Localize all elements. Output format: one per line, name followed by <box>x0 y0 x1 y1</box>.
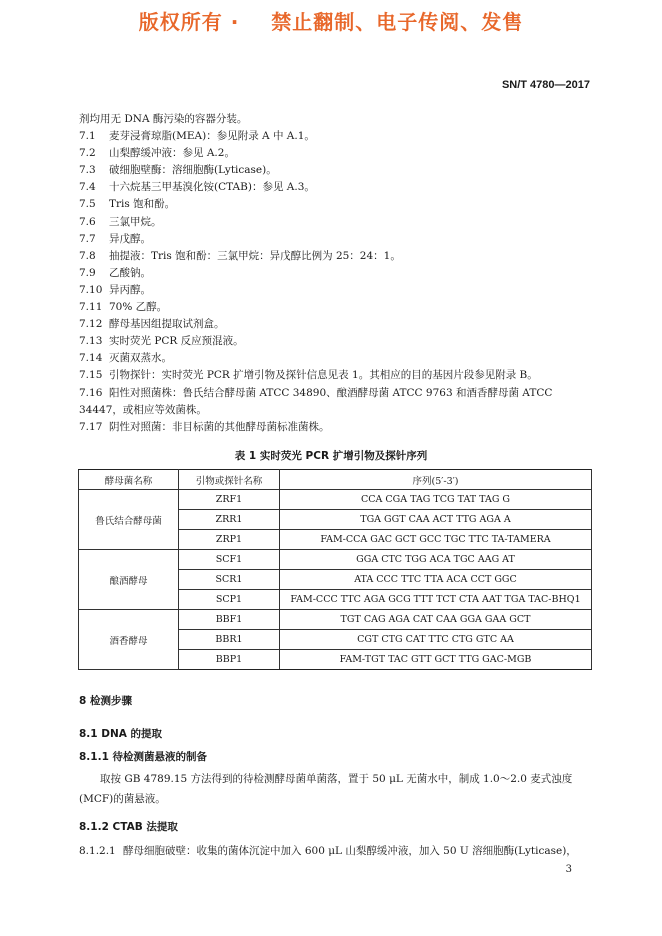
table-row <box>79 610 592 630</box>
primer-name-cell: SCP1 <box>179 590 280 610</box>
reagent-item <box>79 282 151 297</box>
item-number: 7.6 <box>79 215 96 228</box>
sequence-cell: TGA GGT CAA ACT TTG AGA A <box>280 510 592 530</box>
item-number: 7.1 <box>79 130 96 142</box>
item-number: 7.7 <box>79 232 96 245</box>
item-text: 抽提液：Tris 饱和酚：三氯甲烷：异戊醇比例为 25：24：1。 <box>109 249 401 262</box>
primer-name-cell: SCR1 <box>179 570 280 590</box>
sequence-cell: FAM-TGT TAC GTT GCT TTG GAC-MGB <box>280 650 592 670</box>
item-number: 7.4 <box>79 181 96 194</box>
table-header-row <box>79 470 592 490</box>
sequence-cell: ATA CCC TTC TTA ACA CCT GGC <box>280 570 592 590</box>
sequence-cell: CCA CGA TAG TCG TAT TAG G <box>280 490 592 510</box>
paragraph: 取按 GB 4789.15 方法得到的待检测酵母菌单菌落，置于 50 μL 无菌水中，制成 1.0～2.0 麦式浊度(MCF)的菌悬液。 <box>79 773 573 805</box>
item-number: 7.9 <box>79 266 96 279</box>
primer-name-cell: ZRF1 <box>179 490 280 510</box>
reagent-item <box>79 419 330 434</box>
reagent-item <box>79 128 315 143</box>
item-number: 7.10 <box>79 283 103 296</box>
sequence-cell: GGA CTC TGG ACA TGC AAG AT <box>280 550 592 570</box>
sequence-cell: FAM-CCA GAC GCT GCC TGC TTC TA-TAMERA <box>280 530 592 550</box>
item-text: 山梨醇缓冲液：参见 A.2。 <box>109 147 235 160</box>
item-text: 实时荧光 PCR 反应预混液。 <box>109 335 244 348</box>
primer-name-cell: BBF1 <box>179 610 280 630</box>
item-text: 70% 乙醇。 <box>109 301 168 313</box>
reagent-item <box>79 248 401 263</box>
item-number: 7.16 <box>79 386 103 399</box>
reagent-item <box>79 231 151 246</box>
item-text: 阳性对照菌株：鲁氏结合酵母菌 ATCC 34890、酿酒酵母菌 ATCC 9763 和酒香酵母菌 ATCC <box>109 386 553 399</box>
item-number: 7.15 <box>79 369 103 382</box>
reagent-item <box>79 214 162 229</box>
header-primer-name: 引物或探针名称 <box>179 470 280 490</box>
item-text: 三氯甲烷。 <box>109 215 162 228</box>
clause-8-1-2-1 <box>79 843 577 858</box>
item-text: 酵母基因组提取试剂盒。 <box>109 318 225 331</box>
item-text: 灭菌双蒸水。 <box>109 352 172 365</box>
table-row <box>79 550 592 570</box>
continued-text: 剂均用无 DNA 酶污染的容器分装。 <box>79 113 248 125</box>
reagent-item <box>79 367 538 382</box>
item-text: 阴性对照菌：非目标菌的其他酵母菌标准菌株。 <box>109 420 330 433</box>
clause-text: 酵母细胞破壁：收集的菌体沉淀中加入 600 μL 山梨醇缓冲液，加入 50 U 溶细胞酶(Lyticase)， <box>123 845 577 857</box>
species-cell: 鲁氏结合酵母菌 <box>79 490 179 550</box>
species-cell: 酿酒酵母 <box>79 550 179 610</box>
header-sequence: 序列(5′-3′) <box>280 470 592 490</box>
item-number: 7.3 <box>79 164 96 177</box>
sequence-cell: TGT CAG AGA CAT CAA GGA GAA GCT <box>280 610 592 630</box>
table-row <box>79 490 592 510</box>
reagent-item <box>79 145 235 160</box>
primer-probe-table <box>78 469 592 670</box>
primer-name-cell: ZRR1 <box>179 510 280 530</box>
standard-number: SN/T 4780—2017 <box>501 79 590 91</box>
table-title: 表 1 实时荧光 PCR 扩增引物及探针序列 <box>234 450 428 462</box>
item-text: 34447，或相应等效菌株。 <box>79 403 207 416</box>
subsection-heading: 8.1.1 待检测菌悬液的制备 <box>79 751 208 763</box>
reagent-item <box>79 316 225 331</box>
reagent-item <box>79 402 207 417</box>
reagent-item <box>79 385 552 400</box>
item-text: 十六烷基三甲基溴化铵(CTAB)：参见 A.3。 <box>109 181 315 194</box>
item-number: 7.5 <box>79 198 96 211</box>
reagent-item <box>79 333 244 348</box>
item-text: 乙酸钠。 <box>109 266 151 279</box>
primer-name-cell: BBP1 <box>179 650 280 670</box>
item-text: 破细胞壁酶：溶细胞酶(Lyticase)。 <box>109 164 277 177</box>
primer-name-cell: SCF1 <box>179 550 280 570</box>
item-number: 7.2 <box>79 147 96 160</box>
item-number: 7.13 <box>79 335 103 348</box>
species-cell: 酒香酵母 <box>79 610 179 670</box>
reagent-item <box>79 196 175 211</box>
reagent-item <box>79 179 315 194</box>
sequence-cell: FAM-CCC TTC AGA GCG TTT TCT CTA AAT TGA TAC-BHQ1 <box>280 590 592 610</box>
item-number: 7.14 <box>79 352 103 365</box>
sequence-cell: CGT CTG CAT TTC CTG GTC AA <box>280 630 592 650</box>
item-text: Tris 饱和酚。 <box>109 198 176 211</box>
section-heading: 8 检测步骤 <box>79 695 132 707</box>
reagent-item <box>79 265 151 280</box>
primer-name-cell: ZRP1 <box>179 530 280 550</box>
item-number: 7.11 <box>79 301 103 313</box>
subsection-heading: 8.1 DNA 的提取 <box>79 728 163 740</box>
copyright-watermark: 版权所有 · 禁止翻制、电子传阅、发售 <box>138 10 524 34</box>
reagent-item <box>79 299 167 314</box>
item-text: 引物探针：实时荧光 PCR 扩增引物及探针信息见表 1。其相应的目的基因片段参见附录 B。 <box>109 369 538 382</box>
item-text: 异戊醇。 <box>109 232 151 245</box>
item-number: 7.17 <box>79 420 103 433</box>
reagent-item <box>79 350 172 365</box>
primer-name-cell: BBR1 <box>179 630 280 650</box>
header-species: 酵母菌名称 <box>79 470 179 490</box>
item-number: 7.12 <box>79 318 103 331</box>
item-text: 异丙醇。 <box>109 283 151 296</box>
page-number: 3 <box>565 864 572 875</box>
item-text: 麦芽浸膏琼脂(MEA)：参见附录 A 中 A.1。 <box>109 130 315 142</box>
subsection-heading: 8.1.2 CTAB 法提取 <box>79 821 178 833</box>
reagent-item <box>79 162 277 177</box>
clause-number: 8.1.2.1 <box>79 845 116 857</box>
item-number: 7.8 <box>79 249 96 262</box>
